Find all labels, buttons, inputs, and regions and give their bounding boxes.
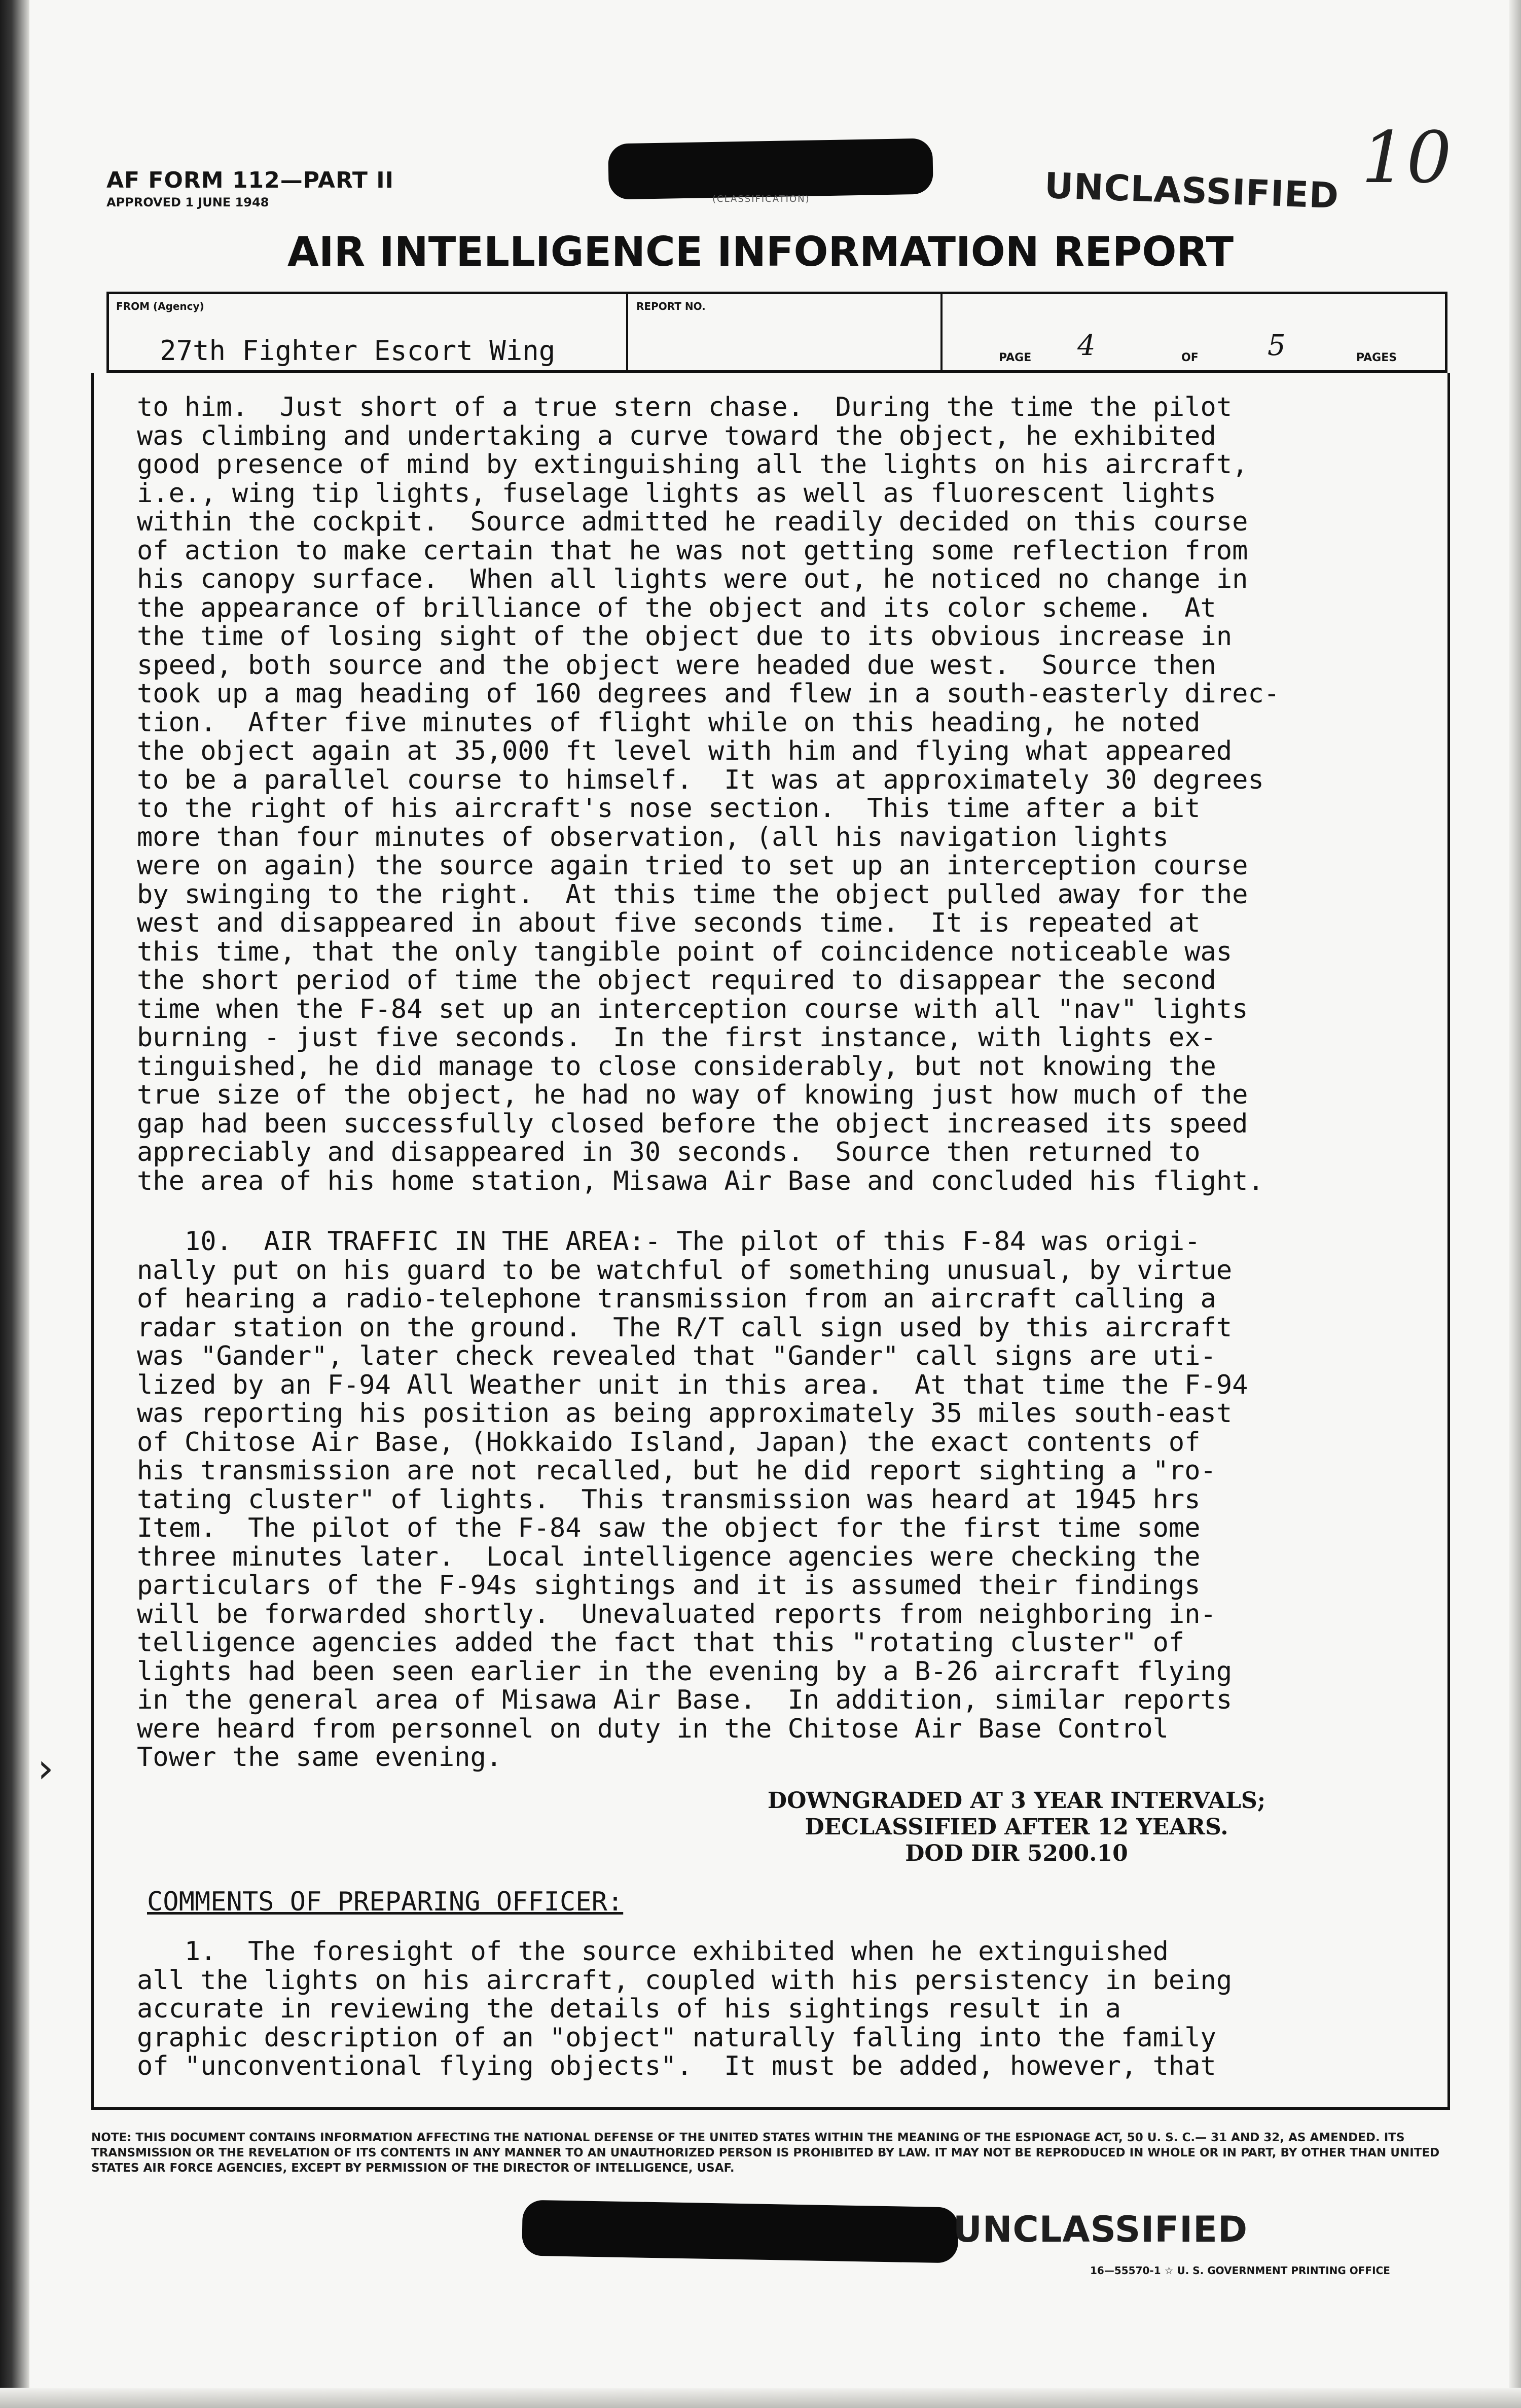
text-line: in the general area of Misawa Air Base. In addition, similar reports [137,1685,1233,1715]
handwritten-page-mark: 10 [1361,117,1452,199]
header-divider [626,294,628,370]
comments-paragraph [137,1937,1450,2081]
page-number: 4 [1077,329,1096,362]
text-line: the object again at 35,000 ft level with him and flying what appeared [137,736,1233,766]
report-header-box [106,292,1447,373]
text-line: telligence agencies added the fact that this "rotating cluster" of [137,1627,1185,1658]
text-line: of Chitose Air Base, (Hokkaido Island, Japan) the exact contents of [137,1427,1201,1458]
text-line: appreciably and disappeared in 30 seconds. Source then returned to [137,1137,1201,1167]
comments-heading: COMMENTS OF PREPARING OFFICER: [147,1887,624,1917]
declassify-line: DECLASSIFIED AFTER 12 YEARS. [805,1814,1228,1840]
text-line: of "unconventional flying objects". It must be added, however, that [137,2051,1216,2081]
classification-caption: (CLASSIFICATION) [712,194,810,204]
text-line: lized by an F-94 All Weather unit in this area. At that time the F-94 [137,1369,1248,1400]
text-line: within the cockpit. Source admitted he readily decided on this course [137,507,1248,537]
text-line: of action to make certain that he was not getting some reflection from [137,535,1248,566]
form-approved-date: APPROVED 1 JUNE 1948 [106,195,269,209]
text-line: three minutes later. Local intelligence agencies were checking the [137,1541,1201,1572]
text-line: radar station on the ground. The R/T call sign used by this aircraft [137,1312,1233,1343]
of-label: OF [1181,351,1199,364]
text-line: lights had been seen earlier in the evening by a B-26 aircraft flying [137,1656,1233,1687]
downgrade-line: DOWNGRADED AT 3 YEAR INTERVALS; [767,1788,1266,1814]
text-line: west and disappeared in about five seconds time. It is repeated at [137,908,1201,938]
text-line: accurate in reviewing the details of his sightings result in a [137,1994,1121,2024]
text-line: more than four minutes of observation, (all his navigation lights [137,822,1169,853]
text-line: will be forwarded shortly. Unevaluated reports from neighboring in- [137,1599,1216,1630]
page-label: PAGE [999,351,1032,364]
text-line: tating cluster" of lights. This transmission was heard at 1945 hrs [137,1484,1201,1515]
form-identifier [106,167,394,209]
text-line: all the lights on his aircraft, coupled with his persistency in being [137,1965,1233,1996]
text-line: to be a parallel course to himself. It was at approximately 30 degrees [137,764,1264,795]
from-agency-label: FROM (Agency) [116,300,204,312]
text-line: by swinging to the right. At this time the object pulled away for the [137,879,1248,910]
header-divider [940,294,943,370]
text-line: the area of his home station, Misawa Air Base and concluded his flight. [137,1165,1264,1196]
espionage-act-note: NOTE: THIS DOCUMENT CONTAINS INFORMATION AFFECTING THE NATIONAL DEFENSE OF THE UNITED STATES WITHIN THE MEANING OF THE ESPIONAGE ACT, 50 U. S. C.— 31 AND 32, AS AMENDED. ITS TRANSMISSION OR THE REVELATION OF ITS CONTENTS IN ANY MANNER TO AN UNAUTHORIZED PERSON IS PROHIBITED BY LAW. IT MAY NOT BE REPRODUCED IN WHOLE OR IN PART, BY OTHER THAN UNITED STATES AIR FORCE AGENCIES, EXCEPT BY PERMISSION OF THE DIRECTOR OF INTELLIGENCE, USAF. [91,2131,1440,2175]
text-line: time when the F-84 set up an interception course with all "nav" lights [137,994,1248,1024]
text-line: his canopy surface. When all lights were out, he noticed no change in [137,564,1248,594]
text-line: the appearance of brilliance of the object and its color scheme. At [137,592,1216,623]
redaction-mark-bottom [522,2200,959,2263]
text-line: burning - just five seconds. In the first instance, with lights ex- [137,1022,1216,1053]
text-line: was "Gander", later check revealed that "Gander" call signs are uti- [137,1341,1216,1371]
scan-bottom-edge [0,2388,1521,2408]
redaction-mark-top [608,138,933,199]
text-line: Item. The pilot of the F-84 saw the object for the first time some [137,1513,1201,1543]
text-line: his transmission are not recalled, but he did report sighting a "ro- [137,1456,1216,1486]
form-number: AF FORM 112—PART II [106,167,394,193]
scan-left-edge [0,0,29,2408]
text-line: were on again) the source again tried to set up an interception course [137,851,1248,881]
text-line: was reporting his position as being approximately 35 miles south-east [137,1398,1233,1429]
text-line: to the right of his aircraft's nose section. This time after a bit [137,793,1201,824]
text-line: particulars of the F-94s sightings and it is assumed their findings [137,1570,1201,1601]
margin-chevron-mark: › [33,1745,58,1792]
pages-label: PAGES [1356,351,1397,364]
text-line: i.e., wing tip lights, fuselage lights as well as fluorescent lights [137,478,1216,509]
directive-line: DOD DIR 5200.10 [905,1840,1128,1866]
unclassified-stamp-bottom: UNCLASSIFIED [953,2209,1248,2250]
text-line: was climbing and undertaking a curve toward the object, he exhibited [137,420,1216,451]
text-line: Tower the same evening. [137,1742,502,1773]
text-line: this time, that the only tangible point of coincidence noticeable was [137,936,1233,967]
text-line: the time of losing sight of the object due to its obvious increase in [137,621,1233,652]
text-line: gap had been successfully closed before the object increased its speed [137,1108,1248,1139]
text-line: of hearing a radio-telephone transmission from an aircraft calling a [137,1284,1216,1314]
unclassified-stamp-top: UNCLASSIFIED [1043,164,1340,217]
text-line: 1. The foresight of the source exhibited when he extinguished [137,1936,1169,1967]
from-agency-value: 27th Fighter Escort Wing [160,335,556,367]
text-line: good presence of mind by extinguishing all the lights on his aircraft, [137,449,1248,480]
text-line: graphic description of an "object" naturally falling into the family [137,2022,1216,2053]
text-line: the short period of time the object required to disappear the second [137,965,1216,996]
text-line: speed, both source and the object were headed due west. Source then [137,650,1216,681]
air-traffic-paragraph [137,1227,1450,1772]
text-line: were heard from personnel on duty in the Chitose Air Base Control [137,1713,1169,1744]
printing-office-line: 16—55570-1 ☆ U. S. GOVERNMENT PRINTING OFFICE [1090,2264,1390,2277]
report-title: AIR INTELLIGENCE INFORMATION REPORT [287,228,1234,275]
text-line: 10. AIR TRAFFIC IN THE AREA:- The pilot of this F-84 was origi- [137,1226,1201,1257]
text-line: tion. After five minutes of flight while on this heading, he noted [137,707,1201,738]
total-pages: 5 [1268,329,1286,362]
text-line: nally put on his guard to be watchful of something unusual, by virtue [137,1255,1233,1286]
narrative-paragraph [137,393,1450,1195]
downgrade-stamp [755,1788,1278,1867]
text-line: tinguished, he did manage to close considerably, but not knowing the [137,1051,1216,1082]
scan-right-edge [1509,0,1521,2408]
text-line: took up a mag heading of 160 degrees and flew in a south-easterly direc- [137,679,1280,709]
report-no-label: REPORT NO. [636,300,706,312]
text-line: to him. Just short of a true stern chase. During the time the pilot [137,392,1233,422]
text-line: true size of the object, he had no way of knowing just how much of the [137,1080,1248,1110]
